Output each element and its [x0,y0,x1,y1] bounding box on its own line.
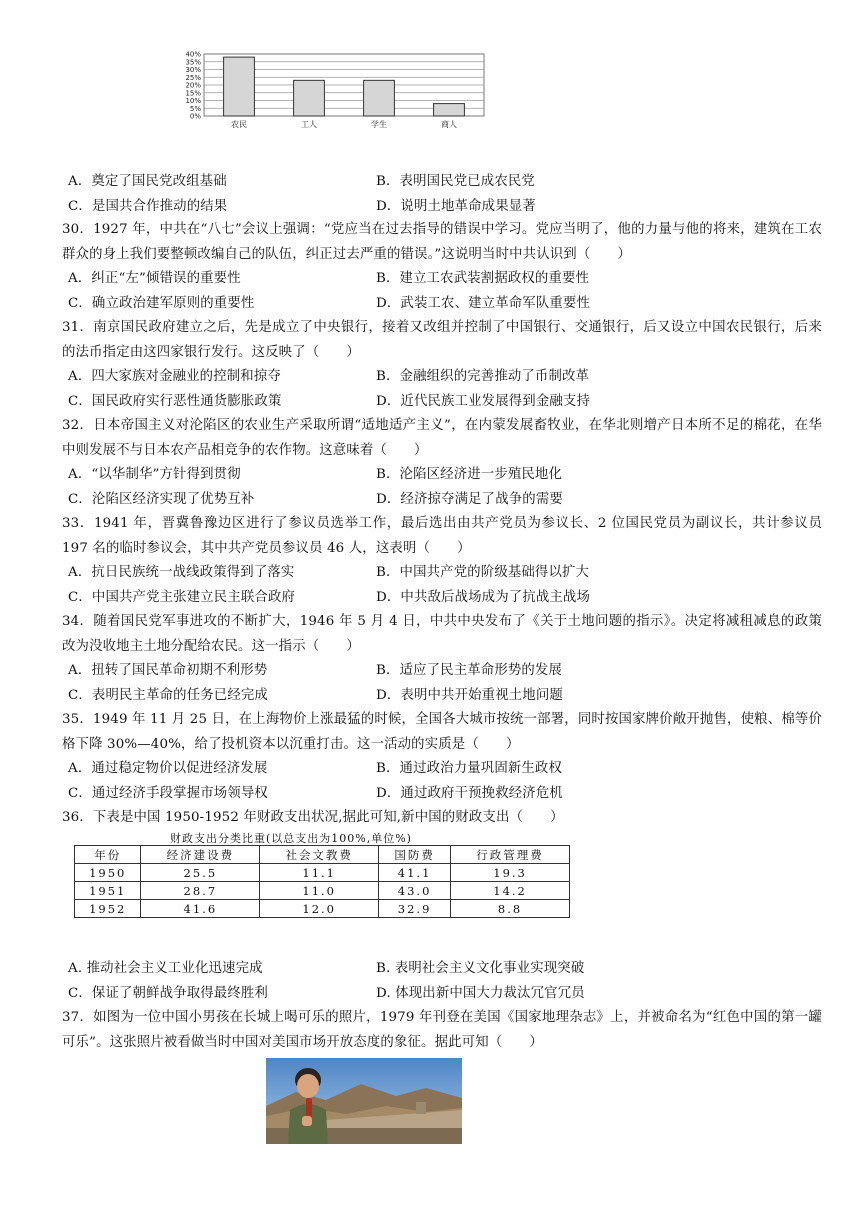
table-header: 国防费 [379,846,451,864]
q35-option-a[interactable]: A．通过稳定物价以促进经济发展 [68,761,268,777]
table-cell: 19.3 [451,864,570,882]
table-header-row [75,846,570,864]
q31-option-d[interactable]: D．近代民族工业发展得到金融支持 [376,393,590,409]
q34-option-a[interactable]: A．扭转了国民革命初期不利形势 [68,663,268,679]
q30-option-d[interactable]: D．武装工农、建立革命军队重要性 [376,295,590,311]
y-tick-label: 0% [189,112,201,121]
q36-option-a[interactable]: A. 推动社会主义工业化迅速完成 [68,961,263,976]
question-31 [62,316,822,414]
y-tick-label: 5% [189,104,201,113]
table-header: 经济建设费 [141,846,260,864]
q32-option-b[interactable]: B．沦陷区经济进一步殖民地化 [376,467,563,483]
photo-illustration [266,1058,462,1144]
table-row [75,900,570,918]
table-cell: 11.0 [260,882,379,900]
question-32 [62,414,822,512]
question-37 [62,1006,822,1055]
q29-option-a[interactable]: A．奠定了国民党改组基础 [68,174,227,189]
bar [294,80,325,116]
y-tick-label: 40% [185,50,201,59]
table-cell: 12.0 [260,900,379,918]
bar-chart-svg [168,50,488,134]
table-cell: 41.1 [379,864,451,882]
q32-stem: 32．日本帝国主义对沦陷区的农业生产采取所谓“适地适产主义”，在内蒙发展畜牧业，在华北则增产日本所不足的棉花，在华中则发展不与日本农产品相竞争的农作物。这意味着（ ） [62,418,822,458]
x-tick-label: 农民 [231,120,247,129]
table-cell: 1952 [75,900,141,918]
q33-option-a[interactable]: A．抗日民族统一战线政策得到了落实 [68,565,295,581]
y-tick-label: 25% [185,73,201,82]
q30-option-b[interactable]: B．建立工农武装割据政权的重要性 [376,271,590,287]
q35-option-d[interactable]: D．通过政府干预挽救经济危机 [376,785,563,801]
q30-stem: 30．1927 年，中共在“八七”会议上强调：“党应当在过去指导的错误中学习。党应当明了，他的力量与他的将来，建筑在工农群众的身上我们要整顿改编自己的队伍，纠正过去严重的错误。”这说明当时中共认识到（ ） [62,222,822,262]
q34-option-c[interactable]: C．表明民主革命的任务已经完成 [68,687,268,703]
question-36 [62,806,822,831]
y-tick-label: 10% [185,97,201,105]
q37-stem: 37．如图为一位中国小男孩在长城上喝可乐的照片，1979 年刊登在美国《国家地理杂志》上，并被命名为“红色中国的第一罐可乐”。这张照片被看做当时中国对美国市场开放态度的象征。据此可知（ ） [62,1010,822,1050]
y-tick-label: 30% [185,66,201,74]
q34-option-d[interactable]: D．表明中共开始重视土地问题 [376,687,563,703]
table-header: 社会文教费 [260,846,379,864]
q29-option-d[interactable]: D．说明土地革命成果显著 [376,198,536,214]
q33-option-b[interactable]: B．中国共产党的阶级基础得以扩大 [376,565,590,581]
q36-option-c[interactable]: C．保证了朝鲜战争取得最终胜利 [68,985,268,1001]
question-33 [62,512,822,610]
q33-stem: 33．1941 年，晋冀鲁豫边区进行了参议员选举工作，最后选出由共产党员为参议长、2 位国民党员为副议长，共计参议员 197 名的临时参议会，其中共产党员参议员 46 人，这表明（ ） [62,516,822,556]
q36-stem: 36．下表是中国 1950-1952 年财政支出状况,据此可知,新中国的财政支出（ ） [62,810,564,825]
q35-stem: 35．1949 年 11 月 25 日，在上海物价上涨最猛的时候，全国各大城市按统一部署，同时按国家牌价敞开抛售，使粮、棉等价格下降 30%—40%，给了投机资本以沉重打击。这一活动的实质是（ ） [62,712,822,752]
question-29 [62,170,822,219]
question-35 [62,708,822,806]
table-cell: 25.5 [141,864,260,882]
y-tick-label: 35% [185,58,201,67]
table-cell: 14.2 [451,882,570,900]
q35-option-c[interactable]: C．通过经济手段掌握市场领导权 [68,785,268,801]
table-header: 年份 [75,846,141,864]
q31-option-c[interactable]: C．国民政府实行恶性通货膨胀政策 [68,393,282,409]
q36-option-b[interactable]: B. 表明社会主义文化事业实现突破 [376,961,585,976]
table-cell: 8.8 [451,900,570,918]
table-cell: 1950 [75,864,141,882]
q31-stem: 31．南京国民政府建立之后，先是成立了中央银行，接着又改组并控制了中国银行、交通银行，后又设立中国农民银行，后来的法币指定由这四家银行发行。这反映了（ ） [62,320,822,360]
bar-chart [168,50,488,134]
question-30 [62,218,822,316]
table-cell: 43.0 [379,882,451,900]
great-wall-cola-photo [266,1058,462,1144]
q36-option-d[interactable]: D. 体现出新中国大力裁汰冗官冗员 [376,985,585,1001]
table-cell: 28.7 [141,882,260,900]
table-row [75,864,570,882]
x-tick-label: 学生 [371,120,387,129]
x-tick-label: 工人 [301,120,317,129]
q30-option-a[interactable]: A．纠正“左”倾错误的重要性 [68,271,241,287]
table-cell: 1951 [75,882,141,900]
bar [224,57,255,116]
q29-option-b[interactable]: B．表明国民党已成农民党 [376,174,535,189]
table-cell: 11.1 [260,864,379,882]
question-34 [62,610,822,708]
q30-option-c[interactable]: C．确立政治建军原则的重要性 [68,295,255,311]
finance-table-caption: 财政支出分类比重(以总支出为100%,单位%) [170,832,412,845]
q34-option-b[interactable]: B．适应了民主革命形势的发展 [376,663,563,679]
q31-option-a[interactable]: A．四大家族对金融业的控制和掠夺 [68,369,281,385]
table-cell: 41.6 [141,900,260,918]
table-row [75,882,570,900]
y-tick-label: 20% [185,81,201,90]
q31-option-b[interactable]: B．金融组织的完善推动了币制改革 [376,369,590,385]
finance-table [74,845,570,918]
q32-option-a[interactable]: A．“以华制华”方针得到贯彻 [68,467,241,483]
bar [434,104,465,116]
q32-option-c[interactable]: C．沦陷区经济实现了优势互补 [68,491,255,507]
q35-option-b[interactable]: B．通过政治力量巩固新生政权 [376,761,563,777]
x-tick-label: 商人 [441,120,457,129]
question-36-options [62,957,822,1006]
q33-option-c[interactable]: C．中国共产党主张建立民主联合政府 [68,589,296,605]
q34-stem: 34．随着国民党军事进攻的不断扩大，1946 年 5 月 4 日，中共中央发布了《关于土地问题的指示》。决定将减租减息的政策改为没收地主土地分配给农民。这一指示（ ） [62,614,822,654]
bar [364,80,395,116]
table-header: 行政管理费 [451,846,570,864]
q33-option-d[interactable]: D．中共敌后战场成为了抗战主战场 [376,589,590,605]
q29-option-c[interactable]: C．是国共合作推动的结果 [68,198,228,214]
y-tick-label: 15% [185,89,201,98]
table-cell: 32.9 [379,900,451,918]
q32-option-d[interactable]: D．经济掠夺满足了战争的需要 [376,491,563,507]
